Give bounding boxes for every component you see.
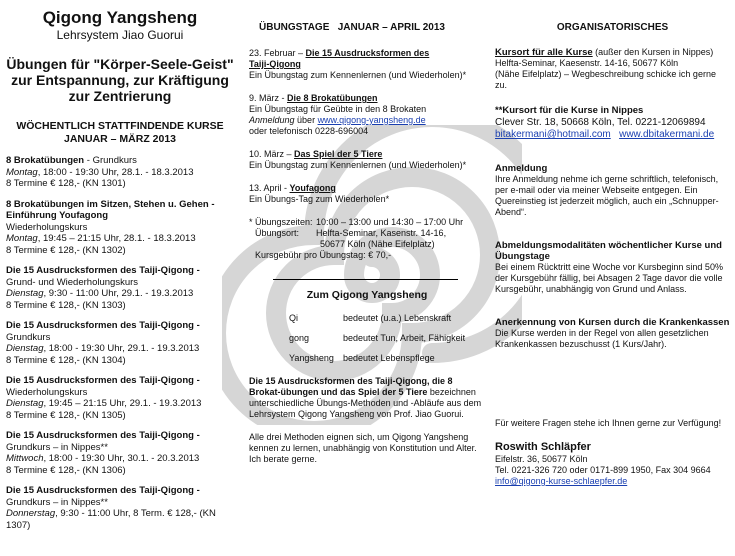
headline-line-1: Übungen für "Körper-Seele-Geist" bbox=[6, 56, 234, 72]
advice-paragraph: Alle drei Methoden eignen sich, um Qigong Yangsheng kennen zu lernen, unabhängig von Konstitution und Alter. Ich berate gerne. bbox=[249, 432, 477, 464]
column-courses bbox=[0, 0, 240, 556]
contact-email-link[interactable]: info@qigong-kurse-schlaepfer.de bbox=[495, 476, 628, 486]
practice-day-list bbox=[245, 48, 485, 465]
headline-line-2: zur Entspannung, zur Kräftigung bbox=[11, 72, 229, 88]
term-row: Qi bedeutet (u.a.) Lebenskraft bbox=[289, 313, 452, 323]
organisation-info bbox=[495, 47, 730, 487]
column-organisation bbox=[495, 0, 730, 556]
course-entry: Die 15 Ausdrucksformen des Taiji-Qigong - Grundkurs – in Nippes** Mittwoch, 18:00 - 19:30 Uhr, 30.1. - 20.3.2013 8 Termine € 128,- (KN 1306) bbox=[6, 430, 200, 476]
website-link[interactable]: www.qigong-yangsheng.de bbox=[317, 115, 426, 125]
course-entry: 8 Brokatübungen im Sitzen, Stehen u. Gehen - Einführung Youfagong Wiederholungskurs Montag, 19:45 – 21:15 Uhr, 28.1. - 18.3.2013 8 Termine € 128,- (KN 1302) bbox=[6, 198, 215, 256]
insurance: Anerkennung von Kursen durch die Krankenkassen Die Kurse werden in der Regel von allen gesetzlichen Krankenkassen bezuschusst (1 Kurs/Jahr). bbox=[495, 317, 730, 349]
term-row: gong bedeutet Tun, Arbeit, Fähigkeit bbox=[289, 333, 466, 343]
section-title: WÖCHENTLICH STATTFINDENDE KURSE bbox=[16, 120, 224, 132]
course-list bbox=[6, 155, 234, 531]
organisation-heading: ORGANISATORISCHES bbox=[556, 22, 669, 33]
course-entry: Die 15 Ausdrucksformen des Taiji-Qigong - Grundkurs – in Nippes** Donnerstag, 9:30 - 11:00 Uhr, 8 Term. € 128,- (KN 1307) bbox=[6, 485, 216, 531]
nippes-location: **Kursort für die Kurse in Nippes Clever Str. 18, 50668 Köln, Tel. 0221-12069894 bitakermani@hotmail.com www.dbitakermani.de bbox=[495, 105, 715, 140]
fee: Kursgebühr pro Übungstag: € 70,- bbox=[255, 250, 392, 260]
section-period: JANUAR – MÄRZ 2013 bbox=[63, 133, 177, 145]
course-location: Kursort für alle Kurse (außer den Kursen in Nippes) Helfta-Seminar, Kaesenstr. 14-16, 50677 Köln (Nähe Eifelplatz) – Wegbeschreibung schicke ich gerne zu. bbox=[495, 47, 716, 90]
practice-day-1: 23. Februar – Die 15 Ausdrucksformen des Taiji-Qigong Ein Übungstag zum Kennenlernen (und Wiederholen)* bbox=[249, 48, 467, 80]
zum-heading: Zum Qigong Yangsheng bbox=[306, 289, 428, 301]
practice-day-2: 9. März - Die 8 Brokatübungen Ein Übungstag für Geübte in den 8 Brokaten Anmeldung über www.qigong-yangsheng.de oder telefonisch 0228-696004 bbox=[249, 93, 427, 136]
registration: Anmeldung Ihre Anmeldung nehme ich gerne schriftlich, telefonisch, per e-mail oder via meiner Webseite entgegen. Ein Quereinstieg ist jederzeit möglich, auch ein „Schnupper-Abend“. bbox=[495, 163, 719, 217]
course-entry: 8 Brokatübungen - Grundkurs Montag, 18:00 - 19:30 Uhr, 28.1. - 18.3.2013 8 Termine € 128,- (KN 1301) bbox=[6, 155, 194, 189]
practice-day-4: 13. April - Youfagong Ein Übungs-Tag zum Wiederholen* bbox=[249, 183, 390, 204]
practice-days-heading: ÜBUNGSTAGE JANUAR – APRIL 2013 bbox=[259, 22, 445, 33]
course-entry: Die 15 Ausdrucksformen des Taiji-Qigong - Grund- und Wiederholungskurs Dienstag, 9:30 - 11:00 Uhr, 29.1. - 19.3.2013 8 Termine € 128,- (KN 1303) bbox=[6, 265, 200, 311]
main-title: Qigong Yangsheng bbox=[42, 8, 198, 27]
subtitle: Lehrsystem Jiao Guorui bbox=[56, 28, 184, 42]
course-entry: Die 15 Ausdrucksformen des Taiji-Qigong - Grundkurs Dienstag, 18:00 - 19:30 Uhr, 29.1. - 19.3.2013 8 Termine € 128,- (KN 1304) bbox=[6, 320, 200, 366]
course-entry: Die 15 Ausdrucksformen des Taiji-Qigong - Wiederholungskurs Dienstag, 19:45 – 21:15 Uhr, 29.1. - 19.3.2013 8 Termine € 128,- (KN 1305) bbox=[6, 375, 202, 421]
nippes-email-link[interactable]: bitakermani@hotmail.com bbox=[495, 129, 611, 140]
headline-line-3: zur Zentrierung bbox=[68, 88, 172, 104]
cancellation: Abmeldungsmodalitäten wöchentlicher Kurse und Übungstage Bei einem Rücktritt eine Woche vor Kursbeginn sind 50% der Kursgebühr fällig, bei Absagen 2 Tage davor die volle Kursgebühr, unabhängig von Grund und Anlass. bbox=[495, 240, 723, 294]
contact: Roswith Schläpfer Eifelstr. 36, 50677 Köln Tel. 0221-326 720 oder 0171-899 1950, Fax 304 9664 info@qigong-kurse-schlaepfer.de bbox=[495, 441, 730, 487]
divider bbox=[273, 279, 458, 280]
practice-times: * Übungszeiten: 10:00 – 13:00 und 14:30 – 17:00 Uhr Übungsort: Helfta-Seminar, Kasenstr. 14-16, 50677 Köln (Nähe Eifelplatz) Kursgebühr pro Übungstag: € 70,- bbox=[249, 217, 485, 261]
nippes-website-link[interactable]: www.dbitakermani.de bbox=[619, 129, 715, 140]
term-row: Yangsheng bedeutet Lebenspflege bbox=[289, 353, 435, 363]
practice-day-3: 10. März – Das Spiel der 5 Tiere Ein Übungstag zum Kennenlernen (und Wiederholen)* bbox=[249, 149, 467, 170]
column-practice-days bbox=[245, 0, 485, 556]
methods-paragraph: Die 15 Ausdrucksformen des Taiji-Qigong, die 8 Brokat-übungen und das Spiel der 5 Tiere bezeichnen unterschiedliche Übungs-Methoden und -Abläufe aus dem Lehrsystem Qigong Yangsheng von Prof. Jiao Guorui. bbox=[249, 376, 482, 419]
term-list bbox=[289, 313, 485, 364]
questions-note: Für weitere Fragen stehe ich Ihnen gerne zur Verfügung! bbox=[495, 418, 722, 428]
